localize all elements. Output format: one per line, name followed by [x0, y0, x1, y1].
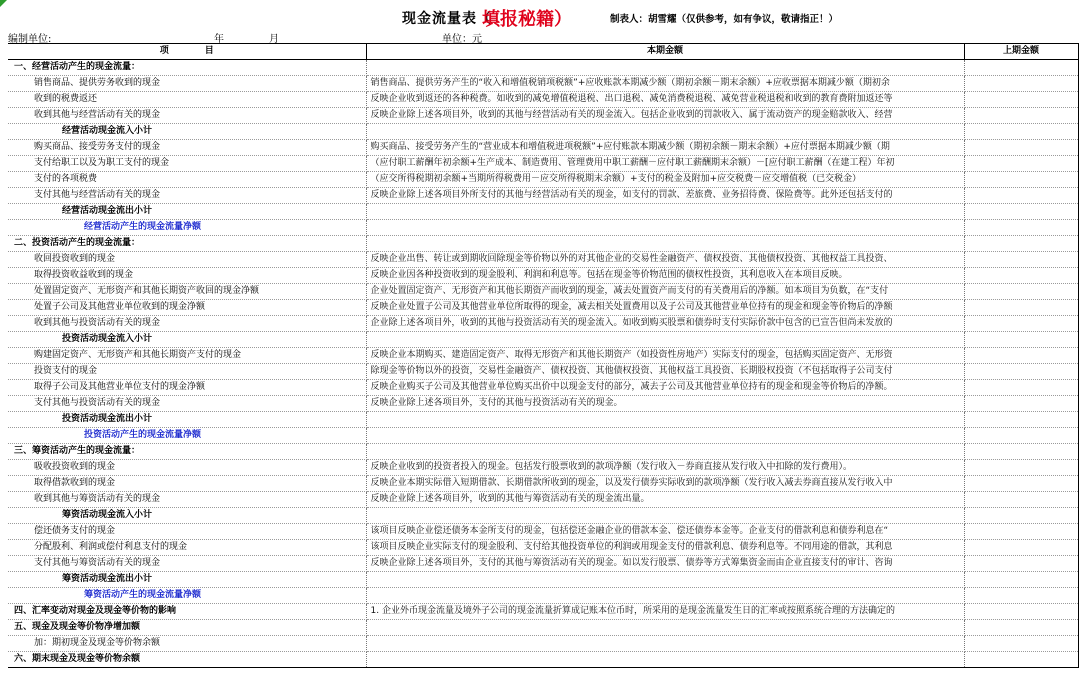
- row-previous-amount-cell[interactable]: [964, 412, 1078, 428]
- row-previous-amount-cell[interactable]: [964, 60, 1078, 76]
- row-item-cell[interactable]: 吸收投资收到的现金: [8, 460, 366, 476]
- row-previous-amount-cell[interactable]: [964, 92, 1078, 108]
- row-current-amount-cell[interactable]: 反映企业除上述各项目外，支付的其他与筹资活动有关的现金。如以发行股票、债券等方式筹集资金而由企业直接支付的审计、咨询: [366, 556, 964, 572]
- row-item-cell[interactable]: 收到其他与筹资活动有关的现金: [8, 492, 366, 508]
- page-title: 现金流量表（: [402, 11, 492, 27]
- row-item-cell[interactable]: 偿还债务支付的现金: [8, 524, 366, 540]
- table-row: [8, 364, 1078, 380]
- row-item-cell[interactable]: 四、汇率变动对现金及现金等价物的影响: [8, 604, 366, 620]
- table-row: [8, 444, 1078, 460]
- row-current-amount-cell[interactable]: [366, 220, 964, 236]
- row-item-cell[interactable]: 一、经营活动产生的现金流量：: [8, 60, 366, 76]
- row-current-amount-cell[interactable]: 1. 企业外币现金流量及境外子公司的现金流量折算成记账本位币时，所采用的是现金流量发生日的汇率或按照系统合理的方法确定的: [366, 604, 964, 620]
- row-item-cell[interactable]: 二、投资活动产生的现金流量：: [8, 236, 366, 252]
- row-current-amount-cell[interactable]: [366, 412, 964, 428]
- row-current-amount-cell[interactable]: [366, 60, 964, 76]
- row-item-cell[interactable]: 处置固定资产、无形资产和其他长期资产收回的现金净额: [8, 284, 366, 300]
- row-item-cell[interactable]: 取得借款收到的现金: [8, 476, 366, 492]
- row-previous-amount-cell[interactable]: [964, 140, 1078, 156]
- sheet-title-bar: [0, 6, 1080, 28]
- table-row: [8, 572, 1078, 588]
- table-row: [8, 172, 1078, 188]
- row-current-amount-cell[interactable]: [366, 636, 964, 652]
- row-item-cell[interactable]: 经营活动产生的现金流量净额: [8, 220, 366, 236]
- row-previous-amount-cell[interactable]: [964, 540, 1078, 556]
- row-previous-amount-cell[interactable]: [964, 108, 1078, 124]
- row-item-cell[interactable]: 投资活动现金流出小计: [8, 412, 366, 428]
- table-row: [8, 460, 1078, 476]
- table-row: [8, 412, 1078, 428]
- row-item-cell[interactable]: 筹资活动现金流出小计: [8, 572, 366, 588]
- table-row: [8, 108, 1078, 124]
- row-previous-amount-cell[interactable]: [964, 524, 1078, 540]
- row-previous-amount-cell[interactable]: [964, 220, 1078, 236]
- table-row: [8, 124, 1078, 140]
- report-meta-row: [0, 30, 1080, 43]
- table-row: [8, 524, 1078, 540]
- row-item-cell[interactable]: 经营活动现金流出小计: [8, 204, 366, 220]
- row-item-cell[interactable]: 支付给职工以及为职工支付的现金: [8, 156, 366, 172]
- row-previous-amount-cell[interactable]: [964, 172, 1078, 188]
- column-header-item: 项 目: [8, 44, 366, 60]
- table-row: [8, 236, 1078, 252]
- table-row: [8, 396, 1078, 412]
- row-previous-amount-cell[interactable]: [964, 348, 1078, 364]
- row-current-amount-cell[interactable]: 反映企业处置子公司及其他营业单位所取得的现金，减去相关处置费用以及子公司及其他营业单位持有的现金和现金等价物后的净额: [366, 300, 964, 316]
- table-row: [8, 316, 1078, 332]
- table-row: [8, 492, 1078, 508]
- table-row: [8, 636, 1078, 652]
- table-row: [8, 92, 1078, 108]
- row-item-cell[interactable]: 处置子公司及其他营业单位收到的现金净额: [8, 300, 366, 316]
- row-previous-amount-cell[interactable]: [964, 492, 1078, 508]
- row-item-cell[interactable]: 收到其他与经营活动有关的现金: [8, 108, 366, 124]
- row-previous-amount-cell[interactable]: [964, 252, 1078, 268]
- table-row: [8, 76, 1078, 92]
- row-previous-amount-cell[interactable]: [964, 396, 1078, 412]
- row-item-cell[interactable]: 投资活动产生的现金流量净额: [8, 428, 366, 444]
- row-item-cell[interactable]: 筹资活动产生的现金流量净额: [8, 588, 366, 604]
- row-previous-amount-cell[interactable]: [964, 588, 1078, 604]
- row-item-cell[interactable]: 投资支付的现金: [8, 364, 366, 380]
- row-current-amount-cell[interactable]: 反映企业除上述各项目外，支付的其他与投资活动有关的现金。: [366, 396, 964, 412]
- table-row: [8, 140, 1078, 156]
- row-previous-amount-cell[interactable]: [964, 124, 1078, 140]
- row-current-amount-cell[interactable]: [366, 124, 964, 140]
- row-item-cell[interactable]: 收到其他与投资活动有关的现金: [8, 316, 366, 332]
- row-current-amount-cell[interactable]: 反映企业收到返还的各种税费。如收到的减免增值税退税、出口退税、减免消费税退税、减免营业税退税和收到的教育费附加返还等: [366, 92, 964, 108]
- row-item-cell[interactable]: 投资活动现金流入小计: [8, 332, 366, 348]
- row-current-amount-cell[interactable]: 销售商品、提供劳务产生的“收入和增值税销项税额”+应收账款本期减少额（期初余额－期末余额）+应收票据本期减少额（期初余: [366, 76, 964, 92]
- row-current-amount-cell[interactable]: [366, 428, 964, 444]
- table-row: [8, 540, 1078, 556]
- table-row: [8, 156, 1078, 172]
- row-item-cell[interactable]: 收回投资收到的现金: [8, 252, 366, 268]
- row-current-amount-cell[interactable]: [366, 652, 964, 668]
- row-item-cell[interactable]: 五、现金及现金等价物净增加额: [8, 620, 366, 636]
- row-previous-amount-cell[interactable]: [964, 476, 1078, 492]
- row-current-amount-cell[interactable]: [366, 572, 964, 588]
- row-previous-amount-cell[interactable]: [964, 444, 1078, 460]
- row-current-amount-cell[interactable]: 反映企业出售、转让或到期收回除现金等价物以外的对其他企业的交易性金融资产、债权投资、其他债权投资、其他权益工具投资、: [366, 252, 964, 268]
- table-row: [8, 348, 1078, 364]
- row-current-amount-cell[interactable]: 反映企业因各种投资收到的现金股利、利润和利息等。包括在现金等价物范围的债权性投资，其利息收入在本项目反映。: [366, 268, 964, 284]
- row-previous-amount-cell[interactable]: [964, 380, 1078, 396]
- table-row: [8, 252, 1078, 268]
- row-current-amount-cell[interactable]: 反映企业购买子公司及其他营业单位购买出价中以现金支付的部分，减去子公司及其他营业单位持有的现金和现金等价物后的净额。: [366, 380, 964, 396]
- table-row: [8, 300, 1078, 316]
- unit-label: 编制单位:: [8, 34, 52, 45]
- table-row: [8, 508, 1078, 524]
- row-item-cell[interactable]: 销售商品、提供劳务收到的现金: [8, 76, 366, 92]
- table-row: [8, 588, 1078, 604]
- table-row: [8, 428, 1078, 444]
- row-previous-amount-cell[interactable]: [964, 364, 1078, 380]
- table-row: [8, 60, 1078, 76]
- row-current-amount-cell[interactable]: [366, 332, 964, 348]
- row-previous-amount-cell[interactable]: [964, 316, 1078, 332]
- table-row: [8, 380, 1078, 396]
- row-previous-amount-cell[interactable]: [964, 156, 1078, 172]
- row-item-cell[interactable]: 取得投资收益收到的现金: [8, 268, 366, 284]
- row-item-cell[interactable]: 支付其他与投资活动有关的现金: [8, 396, 366, 412]
- row-previous-amount-cell[interactable]: [964, 188, 1078, 204]
- row-previous-amount-cell[interactable]: [964, 428, 1078, 444]
- row-current-amount-cell[interactable]: 企业除上述各项目外，收到的其他与投资活动有关的现金流入。如收到购买股票和债券时支付实际价款中包含的已宣告但尚未发放的: [366, 316, 964, 332]
- page-title-highlight: 填报秘籍）: [482, 9, 572, 30]
- row-item-cell[interactable]: 分配股利、利润或偿付利息支付的现金: [8, 540, 366, 556]
- row-previous-amount-cell[interactable]: [964, 508, 1078, 524]
- row-previous-amount-cell[interactable]: [964, 300, 1078, 316]
- table-row: [8, 620, 1078, 636]
- row-item-cell[interactable]: 支付的各项税费: [8, 172, 366, 188]
- table-row: [8, 604, 1078, 620]
- row-previous-amount-cell[interactable]: [964, 620, 1078, 636]
- row-previous-amount-cell[interactable]: [964, 572, 1078, 588]
- row-previous-amount-cell[interactable]: [964, 236, 1078, 252]
- table-row: [8, 476, 1078, 492]
- column-header-previous: 上期金额: [964, 44, 1078, 60]
- month-label: 月: [269, 34, 279, 45]
- row-item-cell[interactable]: 收到的税费返还: [8, 92, 366, 108]
- row-current-amount-cell[interactable]: 该项目反映企业实际支付的现金股利、支付给其他投资单位的利润或用现金支付的借款利息、债券利息等。不同用途的借款，其利息: [366, 540, 964, 556]
- row-item-cell[interactable]: 取得子公司及其他营业单位支付的现金净额: [8, 380, 366, 396]
- table-row: [8, 556, 1078, 572]
- author-note: 制表人：胡雪耀（仅供参考，如有争议，敬请指正！）: [610, 14, 839, 25]
- row-current-amount-cell[interactable]: 反映企业收到的投资者投入的现金。包括发行股票收到的款项净额（发行收入－券商直接从发行收入中扣除的发行费用）。: [366, 460, 964, 476]
- row-current-amount-cell[interactable]: 该项目反映企业偿还债务本金所支付的现金，包括偿还金融企业的借款本金、偿还债券本金等。企业支付的借款利息和债券利息在“: [366, 524, 964, 540]
- row-current-amount-cell[interactable]: [366, 444, 964, 460]
- row-previous-amount-cell[interactable]: [964, 284, 1078, 300]
- row-previous-amount-cell[interactable]: [964, 460, 1078, 476]
- row-previous-amount-cell[interactable]: [964, 204, 1078, 220]
- row-previous-amount-cell[interactable]: [964, 652, 1078, 668]
- row-current-amount-cell[interactable]: 反映企业本期购买、建造固定资产、取得无形资产和其他长期资产（如投资性房地产）实际支付的现金，包括购买固定资产、无形资: [366, 348, 964, 364]
- table-row: [8, 204, 1078, 220]
- table-row: [8, 268, 1078, 284]
- table-header-row: [8, 44, 1078, 60]
- currency-label: 单位：元: [442, 34, 482, 45]
- table-row: [8, 332, 1078, 348]
- row-previous-amount-cell[interactable]: [964, 76, 1078, 92]
- row-current-amount-cell[interactable]: 除现金等价物以外的投资，交易性金融资产、债权投资、其他债权投资、其他权益工具投资、长期股权投资（不包括取得子公司支付: [366, 364, 964, 380]
- row-previous-amount-cell[interactable]: [964, 636, 1078, 652]
- row-previous-amount-cell[interactable]: [964, 332, 1078, 348]
- table-row: [8, 188, 1078, 204]
- row-item-cell[interactable]: 支付其他与经营活动有关的现金: [8, 188, 366, 204]
- column-header-current: 本期金额: [366, 44, 964, 60]
- table-row: [8, 652, 1078, 668]
- row-previous-amount-cell[interactable]: [964, 268, 1078, 284]
- row-previous-amount-cell[interactable]: [964, 604, 1078, 620]
- row-item-cell[interactable]: 三、筹资活动产生的现金流量：: [8, 444, 366, 460]
- row-current-amount-cell[interactable]: 反映企业除上述各项目外所支付的其他与经营活动有关的现金，如支付的罚款、差旅费、业务招待费、保险费等。此外还包括支付的: [366, 188, 964, 204]
- row-current-amount-cell[interactable]: 反映企业本期实际借入短期借款、长期借款所收到的现金，以及发行债券实际收到的款项净额（发行收入减去券商直接从发行收入中: [366, 476, 964, 492]
- row-current-amount-cell[interactable]: 企业处置固定资产、无形资产和其他长期资产而收到的现金，减去处置资产而支付的有关费用后的净额。如本项目为负数，在“支付: [366, 284, 964, 300]
- row-current-amount-cell[interactable]: 反映企业除上述各项目外，收到的其他与经营活动有关的现金流入。包括企业收到的罚款收入、属于流动资产的现金赔款收入、经营: [366, 108, 964, 124]
- row-current-amount-cell[interactable]: [366, 588, 964, 604]
- year-label: 年: [214, 34, 224, 45]
- cash-flow-table: [8, 43, 1079, 668]
- row-item-cell[interactable]: 支付其他与筹资活动有关的现金: [8, 556, 366, 572]
- row-item-cell[interactable]: 加：期初现金及现金等价物余额: [8, 636, 366, 652]
- row-current-amount-cell[interactable]: [366, 620, 964, 636]
- row-current-amount-cell[interactable]: [366, 204, 964, 220]
- row-item-cell[interactable]: 六、期末现金及现金等价物余额: [8, 652, 366, 668]
- table-row: [8, 220, 1078, 236]
- row-item-cell[interactable]: 筹资活动现金流入小计: [8, 508, 366, 524]
- table-row: [8, 284, 1078, 300]
- row-previous-amount-cell[interactable]: [964, 556, 1078, 572]
- row-current-amount-cell[interactable]: （应交所得税期初余额+当期所得税费用－应交所得税期末余额）+支付的税金及附加+应交税费－应交增值税（已交税金）: [366, 172, 964, 188]
- row-item-cell[interactable]: 购建固定资产、无形资产和其他长期资产支付的现金: [8, 348, 366, 364]
- row-current-amount-cell[interactable]: [366, 236, 964, 252]
- row-current-amount-cell[interactable]: 购买商品、接受劳务产生的“营业成本和增值税进项税额”+应付账款本期减少额（期初余额－期末余额）+应付票据本期减少额（期: [366, 140, 964, 156]
- row-current-amount-cell[interactable]: [366, 508, 964, 524]
- row-item-cell[interactable]: 购买商品、接受劳务支付的现金: [8, 140, 366, 156]
- row-current-amount-cell[interactable]: 反映企业除上述各项目外，收到的其他与筹资活动有关的现金流出量。: [366, 492, 964, 508]
- row-current-amount-cell[interactable]: （应付职工薪酬年初余额+生产成本、制造费用、管理费用中职工薪酬－应付职工薪酬期末余额）－[应付职工薪酬（在建工程）年初: [366, 156, 964, 172]
- row-item-cell[interactable]: 经营活动现金流入小计: [8, 124, 366, 140]
